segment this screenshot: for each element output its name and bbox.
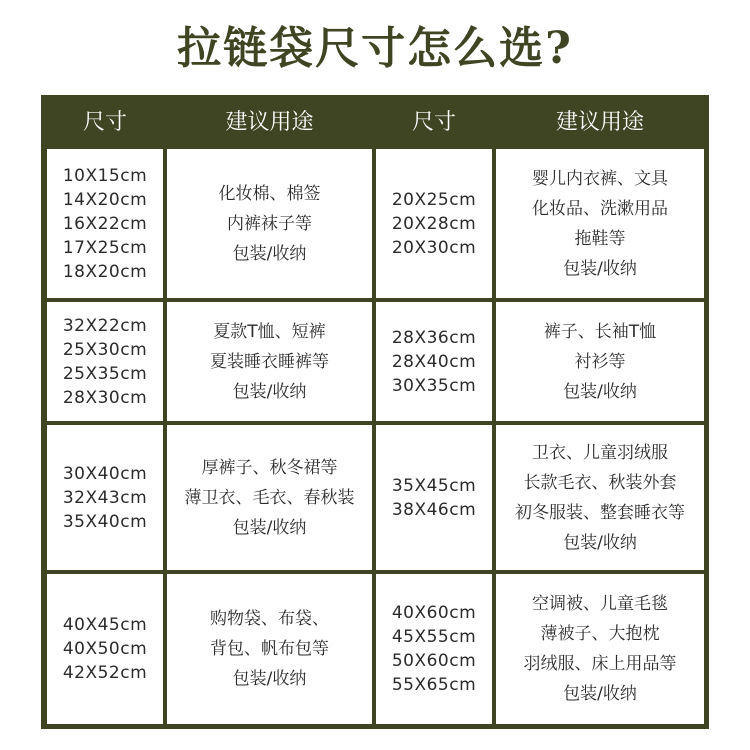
size-value: 35X45cm: [391, 475, 477, 496]
size-value: 40X45cm: [62, 615, 148, 635]
size-value: 35X40cm: [62, 511, 148, 532]
use-cell-r1-c4: [496, 149, 704, 298]
use-line: 裤子、长袖T恤: [543, 321, 657, 342]
size-cell-r4-c1: [47, 574, 163, 724]
use-line: 包装/收纳: [563, 258, 637, 279]
size-value: 30X35cm: [391, 375, 477, 396]
use-line: 薄被子、大抱枕: [540, 624, 660, 644]
use-line: 空调被、儿童毛毯: [532, 594, 668, 614]
use-cell-r3-c4: [496, 425, 704, 570]
use-line: 化妆棉、棉签: [218, 183, 321, 204]
size-cell-r1-c1: [47, 149, 163, 298]
size-value: 30X40cm: [62, 463, 148, 484]
size-cell-r1-c3: [376, 149, 492, 298]
use-cell-r4-c2: [167, 574, 372, 724]
size-value: 40X60cm: [391, 603, 477, 623]
use-line: 衬衫等: [574, 351, 626, 372]
use-line: 婴儿内衣裤、文具: [532, 168, 668, 189]
size-value: 10X15cm: [62, 165, 148, 186]
use-line: 卫衣、儿童羽绒服: [532, 442, 668, 463]
size-value: 38X46cm: [391, 499, 477, 520]
use-line: 拖鞋等: [574, 228, 626, 249]
size-value: 32X22cm: [62, 315, 148, 336]
size-value: 28X36cm: [391, 327, 477, 348]
use-line: 化妆品、洗漱用品: [532, 198, 668, 219]
use-line: 包装/收纳: [232, 517, 307, 538]
use-line: 初冬服装、整套睡衣等: [515, 502, 685, 523]
header-use-1: 建议用途: [225, 110, 314, 135]
use-line: 长款毛衣、秋装外套: [523, 472, 677, 493]
use-cell-r1-c2: [167, 149, 372, 298]
use-line: 购物袋、布袋、: [210, 609, 329, 629]
size-value: 32X43cm: [62, 487, 148, 508]
size-value: 40X50cm: [62, 639, 148, 659]
use-cell-r2-c4: [496, 302, 704, 421]
use-line: 包装/收纳: [563, 532, 637, 553]
use-cell-r4-c4: [496, 574, 704, 724]
size-value: 45X55cm: [391, 627, 477, 647]
size-cell-r3-c1: [47, 425, 163, 570]
use-line: 厚裤子、秋冬裙等: [201, 457, 338, 478]
size-value: 20X28cm: [391, 213, 477, 234]
size-value: 28X40cm: [391, 351, 477, 372]
use-line: 包装/收纳: [232, 669, 307, 689]
use-line: 夏款T恤、短裤: [213, 321, 326, 342]
use-line: 包装/收纳: [563, 381, 637, 402]
use-cell-r2-c2: [167, 302, 372, 421]
use-line: 包装/收纳: [232, 243, 307, 264]
use-line: 薄卫衣、毛衣、春秋装: [184, 487, 355, 508]
size-value: 25X30cm: [62, 339, 148, 360]
use-line: 夏装睡衣睡裤等: [210, 351, 329, 372]
header-use-2: 建议用途: [555, 110, 644, 135]
size-table: [41, 95, 709, 729]
size-value: 50X60cm: [391, 651, 477, 671]
size-cell-r3-c3: [376, 425, 492, 570]
page-title: 拉链袋尺寸怎么选?: [177, 23, 573, 74]
use-line: 羽绒服、床上用品等: [523, 654, 677, 674]
header-size-1: 尺寸: [82, 110, 127, 135]
size-value: 42X52cm: [62, 663, 148, 683]
size-value: 17X25cm: [62, 237, 148, 258]
size-cell-r2-c1: [47, 302, 163, 421]
size-value: 28X30cm: [62, 387, 148, 408]
size-cell-r2-c3: [376, 302, 492, 421]
use-line: 背包、帆布包等: [210, 639, 329, 659]
size-value: 18X20cm: [62, 261, 148, 282]
size-cell-r4-c3: [376, 574, 492, 724]
size-value: 20X30cm: [391, 237, 477, 258]
size-value: 14X20cm: [62, 189, 148, 210]
header-size-2: 尺寸: [411, 110, 456, 135]
size-value: 16X22cm: [62, 213, 148, 234]
use-line: 包装/收纳: [232, 381, 307, 402]
use-line: 包装/收纳: [563, 684, 637, 704]
size-value: 55X65cm: [391, 675, 477, 695]
use-cell-r3-c2: [167, 425, 372, 570]
use-line: 内裤袜子等: [227, 213, 312, 234]
size-value: 25X35cm: [62, 363, 148, 384]
size-value: 20X25cm: [391, 189, 477, 210]
